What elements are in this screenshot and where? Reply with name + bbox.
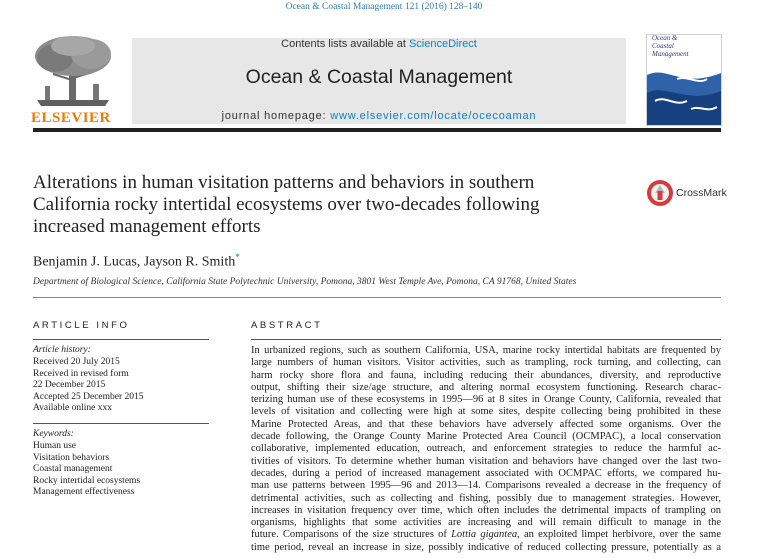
sciencedirect-link[interactable]: ScienceDirect — [408, 38, 477, 50]
abstract-line: decade following, the Orange County Marine Protected Area Council (OCMPAC), a local conservation — [251, 431, 721, 443]
author-names[interactable]: Benjamin J. Lucas, Jayson R. Smith — [33, 254, 236, 270]
abstract-line: tivities of visitors. To determine whether human visitation and behaviors have changed over the last two- — [251, 455, 721, 467]
authors — [33, 252, 240, 271]
history-item: Available online xxx — [33, 403, 112, 413]
journal-homepage-line — [132, 110, 626, 122]
abstract-line: detrimental activities, such as collecting and fishing, possibly due to management strategies. However, — [251, 492, 721, 504]
article-info-heading: ARTICLE INFO — [33, 320, 130, 331]
cover-title — [652, 34, 689, 58]
keyword-item: Rocky intertidal ecosystems — [33, 475, 141, 486]
article-info-divider — [33, 339, 209, 340]
contents-line — [132, 38, 626, 50]
keyword-item: Management effectiveness — [33, 487, 135, 497]
abstract-line: increases in visitation frequency over time, which often includes the detrimental impacts of trampling on — [251, 504, 721, 516]
affiliation: Department of Biological Science, California State Polytechnic University, Pomona, 3801 West Temple Ave, Pomona, CA 91768, United States — [33, 277, 577, 287]
journal-reference[interactable]: Ocean & Coastal Management 121 (2016) 128–140 — [285, 2, 483, 12]
journal-homepage-link[interactable]: www.elsevier.com/locate/ocecoaman — [330, 110, 537, 122]
cover-title-line: Ocean & — [652, 34, 678, 42]
keywords-divider — [33, 423, 209, 424]
keyword-item: Coastal management — [33, 464, 113, 474]
abstract-heading: ABSTRACT — [251, 320, 323, 331]
keyword-item: Visitation behaviors — [33, 452, 110, 463]
contents-prefix: Contents lists available at — [281, 38, 409, 50]
abstract-line: decades, during a period of increased management associated with OCMPAC efforts, we compared hu- — [251, 467, 721, 479]
homepage-prefix: journal homepage: — [221, 110, 331, 122]
abstract-line: large numbers of human visitors. Visitor activities, such as trampling, rock turning, and collecting, can — [251, 357, 721, 369]
cover-title-line: Coastal — [652, 42, 674, 50]
history-item: Accepted 25 December 2015 — [33, 391, 144, 402]
crossmark-label[interactable]: CrossMark — [676, 187, 727, 199]
history-item: Received 20 July 2015 — [33, 357, 120, 367]
abstract-line: time period, reveal an increase in size, possibly indicative of reduced collecting pressure, potentially as a — [251, 541, 721, 553]
cover-title-line: Management — [652, 50, 689, 58]
article-history-label: Article history: — [33, 345, 91, 355]
history-item: Received in revised form — [33, 368, 129, 379]
abstract-body — [251, 345, 721, 554]
article-title-line: increased management efforts — [33, 216, 261, 237]
history-item: 22 December 2015 — [33, 380, 106, 390]
abstract-line: Marine Protected Areas, and that these behaviors have adversely affected some organisms. Over the — [251, 418, 721, 430]
abstract-line: man use patterns between 1995—96 and 2013—14. Comparisons revealed a decrease in the frequency of — [251, 480, 721, 492]
abstract-line: terizing human use of these ecosystems in 1995—96 at 8 sites in Orange County, California, revealed that — [251, 394, 721, 406]
abstract-line: In urbanized regions, such as southern California, USA, marine rocky intertidal habitats are frequented by — [251, 345, 721, 356]
abstract-line: harm rocky shore flora and fauna, including reducing their abundances, diversity, and reproductive — [251, 369, 721, 381]
title-divider — [33, 297, 721, 298]
article-title-line: California rocky intertidal ecosystems over two-decades following — [33, 194, 540, 215]
journal-title: Ocean & Coastal Management — [245, 66, 513, 88]
article-title — [33, 172, 613, 238]
article-title-line: Alterations in human visitation patterns and behaviors in southern — [33, 172, 535, 193]
keyword-item: Human use — [33, 441, 77, 451]
corresponding-author-mark[interactable]: * — [235, 252, 240, 262]
abstract-line: output, shifting their size/age structure, and altering normal ecosystem functioning. Research charac- — [251, 381, 721, 393]
elsevier-tree-logo — [31, 34, 115, 108]
abstract-divider — [251, 339, 721, 340]
abstract-line: organisms, highlights that some activities are increasing and will remain difficult to manage in the — [251, 517, 721, 529]
species-name: Lottia gigantea — [451, 529, 518, 541]
abstract-line: levels of visitation and collecting were high at some sites, despite collecting being prohibited in these — [251, 406, 721, 418]
crossmark-icon[interactable] — [646, 179, 674, 207]
header-divider — [33, 128, 721, 132]
abstract-line: future. Comparisons of the size structures of Lottia gigantea, an exploited limpet herbivore, over the same — [251, 529, 721, 541]
abstract-line: collaborative, implemented education, outreach, and enforcement strategies to reduce the harmful ac- — [251, 443, 721, 455]
elsevier-wordmark[interactable]: ELSEVIER — [31, 110, 111, 126]
keywords-label: Keywords: — [33, 429, 74, 439]
